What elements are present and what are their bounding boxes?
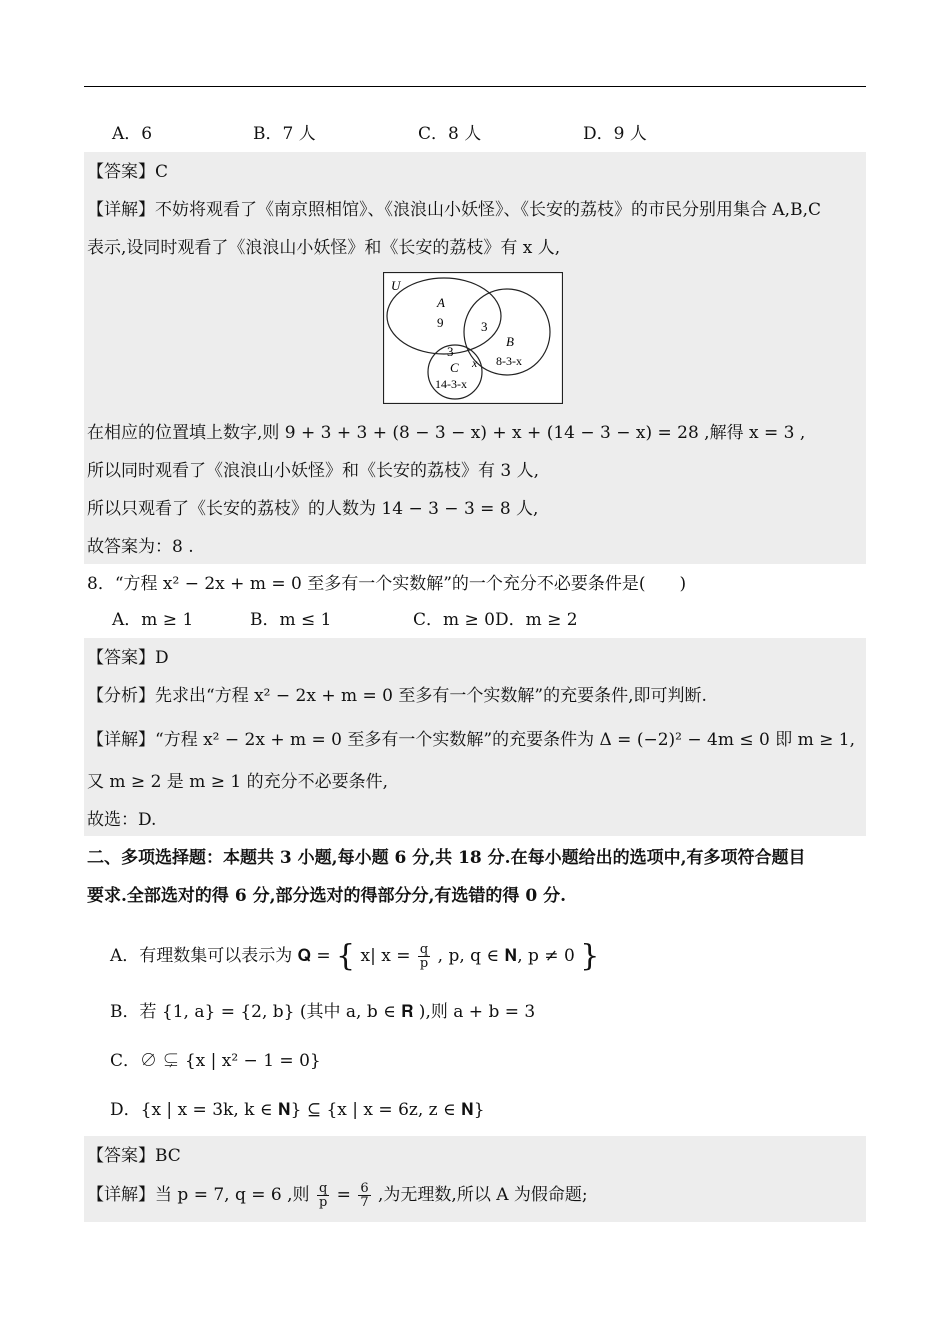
q7-detail-line1: 【详解】不妨将观看了《南京照相馆》、《浪浪山小妖怪》、《长安的荔枝》的市民分别用集合 A,B,C (87, 200, 821, 220)
venn-label-u: U (391, 278, 401, 293)
venn-diagram (383, 272, 563, 404)
q7-option-b: B．7 人 (253, 124, 316, 144)
q9-option-a-set-right: , p, q ∈ 𝐍, p ≠ 0 (437, 946, 575, 966)
q9-option-c: C．∅ ⊊ {x | x² − 1 = 0} (110, 1051, 321, 1071)
q7-answer: 【答案】C (87, 162, 169, 182)
section2-heading-line2: 要求.全部选对的得 6 分,部分选对的得部分分,有选错的得 0 分. (87, 886, 567, 906)
q-over-p-fraction-2 (317, 1182, 329, 1209)
header-rule (84, 86, 866, 87)
q7-option-a: A．6 (112, 124, 153, 144)
six-over-seven-fraction (358, 1182, 370, 1209)
q7-line5: 所以只观看了《长安的荔枝》的人数为 14 − 3 − 3 = 8 人, (87, 499, 539, 519)
q9-answer: 【答案】BC (87, 1146, 181, 1166)
venn-bc: x (472, 356, 478, 370)
q7-detail-line2: 表示,设同时观看了《浪浪山小妖怪》和《长安的荔枝》有 x 人, (87, 238, 561, 258)
fraction-numerator-2: q (318, 1181, 328, 1196)
q9-option-a (110, 936, 599, 977)
q8-option-a: A．m ≥ 1 (112, 610, 194, 630)
fraction-denominator-3: 7 (360, 1195, 369, 1210)
q8-option-d: D．m ≥ 2 (495, 610, 578, 630)
venn-b-only: 8-3-x (496, 354, 522, 368)
right-brace: } (580, 938, 600, 974)
q9-option-d: D．{x | x = 3k, k ∈ 𝐍} ⊆ {x | x = 6z, z ∈ 𝐍} (110, 1100, 485, 1120)
q9-option-a-set-left: x| x = (360, 946, 411, 966)
q7-line3: 在相应的位置填上数字,则 9 + 3 + 3 + (8 − 3 − x) + x + (14 − 3 − x) = 28 ,解得 x = 3 , (87, 423, 806, 443)
fraction-numerator: q (419, 942, 429, 957)
venn-a-only: 9 (437, 315, 444, 330)
q9-solution-block (84, 1136, 866, 1222)
q9-detail (87, 1182, 588, 1209)
venn-ac: 3 (447, 344, 454, 359)
left-brace: { (336, 938, 356, 974)
q9-detail-suffix: ,为无理数,所以 A 为假命题; (378, 1185, 588, 1205)
q8-detail1: 【详解】“方程 x² − 2x + m = 0 至多有一个实数解”的充要条件为 Δ = (−2)² − 4m ≤ 0 即 m ≥ 1, (87, 730, 856, 750)
venn-universe-box (384, 273, 563, 404)
q7-line4: 所以同时观看了《浪浪山小妖怪》和《长安的荔枝》有 3 人, (87, 461, 540, 481)
q8-stem: 8．“方程 x² − 2x + m = 0 至多有一个实数解”的一个充分不必要条件是( ) (87, 574, 687, 594)
q8-detail2: 又 m ≥ 2 是 m ≥ 1 的充分不必要条件, (87, 772, 388, 792)
q8-analysis: 【分析】先求出“方程 x² − 2x + m = 0 至多有一个实数解”的充要条件,即可判断. (87, 686, 707, 706)
q7-option-d: D．9 人 (583, 124, 647, 144)
q8-option-c: C．m ≥ 0 (413, 610, 495, 630)
q-over-p-fraction (418, 943, 430, 970)
q9-option-a-prefix: A．有理数集可以表示为 𝐐 = (110, 946, 331, 966)
q7-line6: 故答案为：8 . (87, 537, 194, 557)
venn-c-only: 14-3-x (435, 377, 467, 391)
venn-ab: 3 (481, 319, 488, 334)
venn-label-a: A (437, 295, 445, 310)
section2-heading-line1: 二、多项选择题：本题共 3 小题,每小题 6 分,共 18 分.在每小题给出的选项中,有多项符合题目 (87, 848, 806, 868)
q8-option-b: B．m ≤ 1 (250, 610, 332, 630)
venn-label-c: C (450, 360, 459, 375)
q8-answer: 【答案】D (87, 648, 169, 668)
q8-conclusion: 故选：D. (87, 810, 157, 830)
fraction-denominator-2: p (318, 1195, 328, 1210)
venn-label-b: B (506, 334, 514, 349)
fraction-denominator: p (419, 956, 429, 971)
q9-option-b: B．若 {1, a} = {2, b} (其中 a, b ∈ 𝐑 ),则 a + b = 3 (110, 1002, 536, 1022)
fraction-numerator-3: 6 (360, 1181, 369, 1196)
q7-option-c: C．8 人 (418, 124, 482, 144)
equals-sign: = (336, 1185, 351, 1205)
q9-detail-prefix: 【详解】当 p = 7, q = 6 ,则 (87, 1185, 310, 1205)
